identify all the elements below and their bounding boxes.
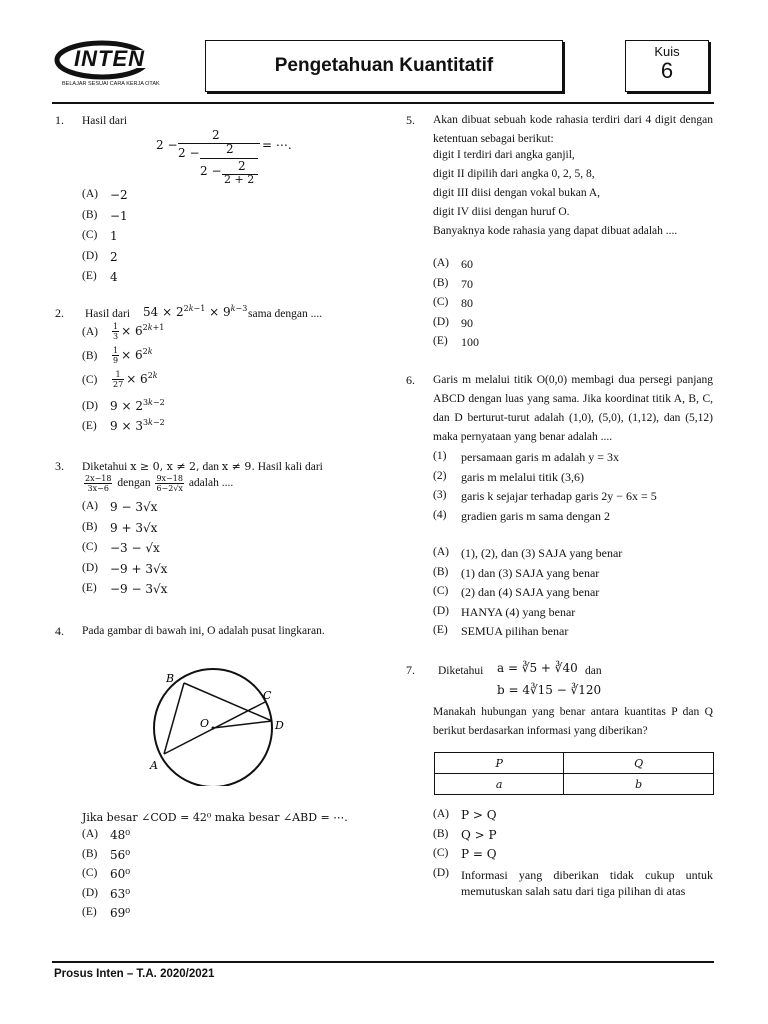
option-label: (B) — [433, 276, 449, 289]
label-o: O — [200, 717, 210, 730]
option-value: 1 — [110, 229, 118, 243]
option-label: (E) — [433, 624, 448, 636]
question-number: 4. — [55, 624, 64, 638]
options-list: (A) $\frac{1}{3}$ × $6^{2k+1}$ (B) $\frac{1}{9}$ × $6^{2k}$ (C) $\frac{1}{27}$ × $6^{2k}$ (D) $9 \times 2^{3k-2}$ (E) $9 \times 3^{3k-2}$ — [82, 322, 165, 433]
option-value: (2) dan (4) SAJA yang benar — [461, 585, 600, 599]
option-value: 48⁰ — [110, 828, 131, 842]
question-text: Manakah hubungan yang benar antara kuantitas P dan Q berikut berdasarkan informasi yang diberikan? — [433, 706, 713, 737]
option-value: −2 — [110, 188, 128, 202]
option-value: 80 — [461, 296, 473, 310]
option-value: −3 − √x — [110, 541, 160, 555]
option-label: (A) — [82, 828, 98, 840]
title-box — [205, 40, 563, 92]
option-value: 9 − 3√x — [110, 500, 158, 514]
option-value: garis m melalui titik (3,6) — [461, 469, 584, 484]
option-value: 2 — [110, 249, 118, 264]
logo — [52, 40, 172, 95]
option-label: (A) — [433, 546, 449, 558]
question-text: Diketahui x ≥ 0, x ≠ 2, dan x ≠ 9. Hasil kali dari — [82, 460, 323, 473]
option-label: (B) — [82, 847, 98, 860]
option-value: −9 + 3√x — [110, 561, 168, 576]
option-value: 70 — [461, 276, 473, 291]
option-label: (D) — [433, 866, 449, 879]
question-text: sama dengan .... — [248, 308, 323, 320]
segment-ba — [164, 683, 184, 754]
question-text: $\frac{2x-18}{3x-6}$ dengan $\frac{9x-18}{6-2√x}$ adalah .... — [85, 474, 234, 493]
circle-figure — [140, 668, 300, 786]
option-label: (A) — [433, 257, 449, 269]
option-value: 56⁰ — [110, 847, 131, 862]
table-cell-b: b — [564, 774, 714, 795]
table-cell-a: a — [435, 774, 564, 795]
footer-text: Prosus Inten – T.A. 2020/2021 — [54, 968, 215, 980]
question-text: Pada gambar di bawah ini, O adalah pusat lingkaran. — [82, 625, 325, 637]
label-b: B — [166, 672, 175, 685]
rule-item: digit III diisi dengan vokal bukan A, — [433, 187, 601, 199]
rule-item: digit IV diisi dengan huruf O. — [433, 206, 570, 218]
question-text: Jika besar ∠COD = 42⁰ maka besar ∠ABD = ⋯. — [82, 811, 348, 824]
option-value: 9 + 3√x — [110, 520, 158, 535]
rule-item: digit I terdiri dari angka ganjil, — [433, 149, 575, 161]
option-label: (2) — [433, 469, 447, 482]
continued-fraction: 2 − 2 2 − 2 2 − 2 2 + 2 = ⋯. — [156, 128, 292, 186]
option-label: (4) — [433, 508, 447, 521]
option-value: SEMUA pilihan benar — [461, 624, 569, 638]
option-value: 60⁰ — [110, 867, 131, 881]
question-number: 1. — [55, 113, 64, 127]
option-label: (C) — [82, 867, 98, 879]
segment-bd — [184, 683, 272, 721]
option-label: (D) — [82, 886, 98, 899]
question-text: Banyaknya kode rahasia yang dapat dibuat adalah .... — [433, 225, 678, 237]
a-expression: a = ∛5 + ∛40 — [497, 661, 578, 675]
question-text: Hasil dari — [82, 115, 128, 127]
option-label: (E) — [82, 906, 97, 918]
option-label: (C) — [433, 296, 449, 308]
option-label: (A) — [433, 808, 449, 820]
option-label: (D) — [433, 315, 449, 328]
question-number: 7. — [406, 663, 415, 677]
option-label: (C) — [433, 847, 449, 859]
logo-text: INTEN — [74, 46, 145, 71]
option-label: (C) — [82, 229, 98, 241]
question-expression: $54 \times 2^{2k-1} \times 9^{k-3}$ — [143, 304, 248, 319]
option-value: 60 — [461, 257, 473, 271]
quiz-box — [625, 40, 709, 92]
footer-rule — [52, 961, 714, 963]
quiz-number: 6 — [660, 58, 674, 83]
option-label: (3) — [433, 489, 447, 501]
option-label: (D) — [82, 561, 98, 574]
option-label: (B) — [433, 827, 449, 840]
option-value: garis k sejajar terhadap garis 2y − 6x = 5 — [461, 489, 657, 503]
option-value: P = Q — [461, 847, 497, 861]
option-label: (A) — [82, 188, 98, 200]
question-number: 6. — [406, 373, 415, 387]
question-text: Akan dibuat sebuah kode rahasia terdiri dari 4 digit dengan ketentuan sebagai berikut: — [433, 114, 713, 145]
option-value: −9 − 3√x — [110, 582, 168, 596]
header-rule — [52, 102, 714, 104]
label-a: A — [150, 759, 158, 772]
page-title: Pengetahuan Kuantitatif — [274, 55, 494, 76]
option-value: P > Q — [461, 808, 497, 822]
option-label: (E) — [82, 582, 97, 594]
label-d: D — [275, 719, 284, 732]
option-value: HANYA (4) yang benar — [461, 604, 576, 619]
option-label: (D) — [433, 604, 449, 617]
option-value: 4 — [110, 270, 118, 284]
rules-list — [433, 146, 713, 222]
option-value: 100 — [461, 335, 479, 349]
question-number: 2. — [55, 306, 64, 320]
option-value: (1), (2), dan (3) SAJA yang benar — [461, 546, 623, 560]
table-header-p: P — [435, 753, 564, 774]
option-value: persamaan garis m adalah y = 3x — [461, 450, 620, 464]
question-number: 5. — [406, 113, 415, 127]
option-label: (1) — [433, 450, 447, 462]
option-label: (B) — [433, 565, 449, 578]
b-expression: b = 4∛15 − ∛120 — [497, 683, 602, 697]
option-label: (E) — [82, 270, 97, 282]
option-value: −1 — [110, 208, 128, 223]
logo-tagline: BELAJAR SESUAI CARA KERJA OTAK — [62, 81, 160, 87]
question-text: dan — [585, 665, 602, 677]
pq-table — [434, 752, 714, 795]
question-text: Garis m melalui titik O(0,0) membagi dua persegi panjang ABCD dengan luas yang sama. Jika koordinat titik A, B, C, dan D berturut-turut adalah (1,0), (5,0), (1,12), dan (5,12) maka pernyataan yang benar adalah .... — [433, 374, 713, 443]
center-point — [212, 727, 215, 730]
option-value: Informasi yang diberikan tidak cukup untuk memutuskan salah satu dari tiga pilihan di atas — [461, 867, 713, 898]
quiz-label: Kuis — [654, 44, 680, 59]
option-label: (B) — [82, 208, 98, 221]
table-header-q: Q — [564, 753, 714, 774]
option-label: (C) — [433, 585, 449, 597]
label-c: C — [263, 689, 272, 702]
option-label: (B) — [82, 520, 98, 533]
option-value: gradien garis m sama dengan 2 — [461, 508, 610, 523]
option-value: 63⁰ — [110, 886, 131, 901]
option-value: Q > P — [461, 827, 497, 842]
rule-item: digit II dipilih dari angka 0, 2, 5, 8, — [433, 168, 595, 180]
option-value: (1) dan (3) SAJA yang benar — [461, 565, 600, 580]
question-number: 3. — [55, 459, 64, 473]
option-value: 90 — [461, 315, 473, 330]
question-text: Diketahui — [438, 665, 484, 677]
option-label: (A) — [82, 500, 98, 512]
option-label: (E) — [433, 335, 448, 347]
option-value: 69⁰ — [110, 906, 131, 920]
option-label: (C) — [82, 541, 98, 553]
option-label: (D) — [82, 249, 98, 262]
question-text: Hasil dari — [85, 308, 131, 320]
